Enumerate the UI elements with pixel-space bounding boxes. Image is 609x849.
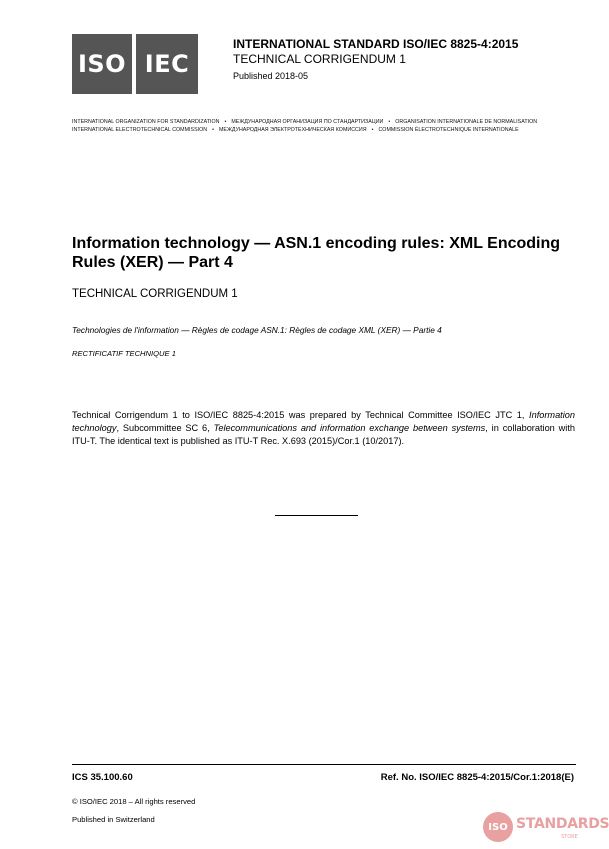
document-title: Information technology — ASN.1 encoding rules: XML Encoding Rules (XER) — Part 4	[72, 235, 561, 271]
reference-number: Ref. No. ISO/IEC 8825-4:2015/Cor.1:2018(E)	[380, 772, 574, 783]
footer-rule	[72, 764, 576, 765]
separator-bullet: •	[224, 119, 227, 125]
french-corrigendum-label: RECTIFICATIF TECHNIQUE 1	[72, 349, 176, 358]
org-iec-fr: COMMISSION ÉLECTROTECHNIQUE INTERNATIONALE	[378, 127, 519, 133]
body-text-3: , in collaboration with ITU-T. The identical text is published as ITU-T Rec. X.693 (2015)/Cor.1 (10/2017).	[72, 423, 575, 446]
body-italic-1: Information technology	[72, 410, 575, 433]
section-divider	[275, 515, 358, 516]
org-iec-en: INTERNATIONAL ELECTROTECHNICAL COMMISSION	[72, 127, 208, 133]
standard-title: INTERNATIONAL STANDARD ISO/IEC 8825-4:2015	[233, 37, 519, 51]
ics-code: ICS 35.100.60	[72, 772, 133, 783]
separator-bullet: •	[388, 119, 391, 125]
watermark-subtext: STORE	[561, 834, 578, 840]
org-iso-ru: МЕЖДУНАРОДНАЯ ОРГАНИЗАЦИЯ ПО СТАНДАРТИЗАЦИИ	[231, 119, 384, 125]
iso-logo	[72, 34, 132, 94]
published-date: Published 2018-05	[233, 71, 309, 81]
organizations-line-2	[72, 127, 519, 133]
french-title: Technologies de l'information — Règles de codage ASN.1: Règles de codage XML (XER) — Partie 4	[72, 325, 442, 335]
iec-logo	[136, 34, 198, 94]
iso-logo-text: ISO	[77, 50, 127, 78]
iso-standards-store-watermark	[483, 812, 609, 844]
published-location: Published in Switzerland	[72, 815, 155, 824]
corrigendum-title: TECHNICAL CORRIGENDUM 1	[233, 52, 406, 66]
technical-corrigendum-label: TECHNICAL CORRIGENDUM 1	[72, 288, 238, 300]
body-text-2: , Subcommittee SC 6,	[116, 423, 214, 433]
org-iso-en: INTERNATIONAL ORGANIZATION FOR STANDARDIZATION	[72, 119, 220, 125]
body-paragraph	[72, 409, 575, 448]
iec-logo-text: IEC	[144, 50, 190, 78]
watermark-iso-badge: ISO	[483, 812, 513, 842]
separator-bullet: •	[371, 127, 374, 133]
org-iso-fr: ORGANISATION INTERNATIONALE DE NORMALISATION	[395, 119, 538, 125]
body-italic-2: Telecommunications and information exchange between systems	[213, 423, 486, 433]
org-iec-ru: МЕЖДУНАРОДНАЯ ЭЛЕКТРОТЕХНИЧЕСКАЯ КОМИССИЯ	[219, 127, 367, 133]
watermark-text: STANDARDS	[516, 816, 609, 832]
body-text-1: Technical Corrigendum 1 to ISO/IEC 8825-4:2015 was prepared by Technical Committee ISO/IEC JTC 1,	[72, 410, 530, 420]
organizations-line-1	[72, 119, 537, 125]
copyright-notice: © ISO/IEC 2018 – All rights reserved	[72, 797, 196, 806]
separator-bullet: •	[212, 127, 214, 133]
